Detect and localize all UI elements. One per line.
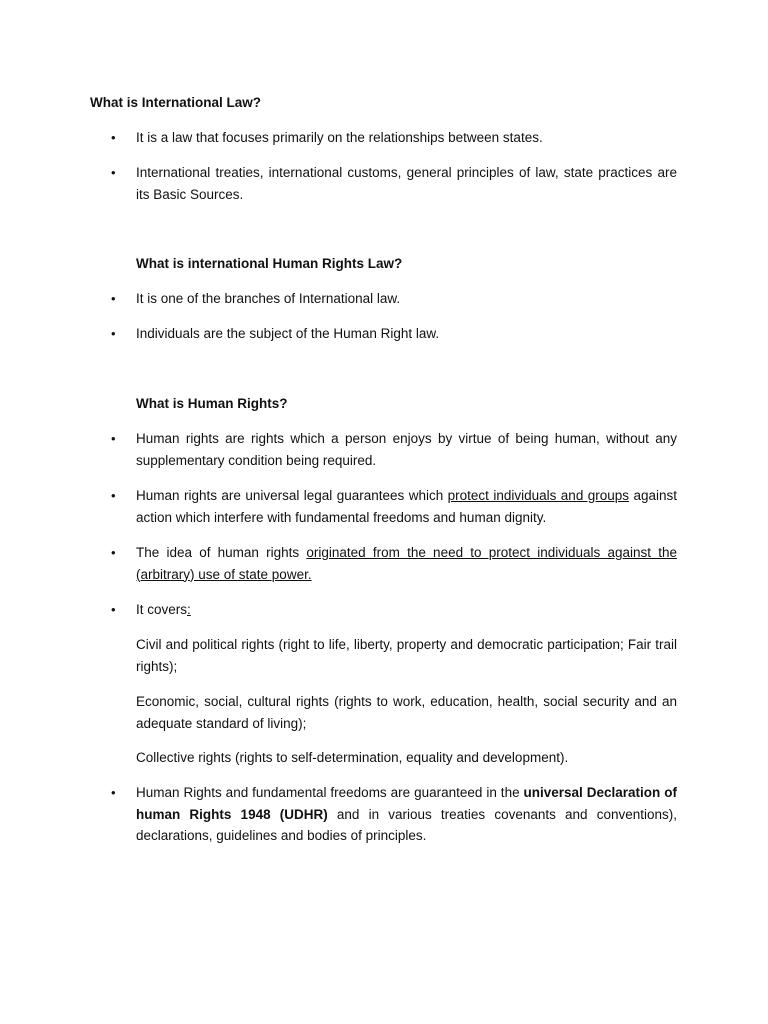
bullet-marker: •: [111, 785, 116, 800]
ihrl-bullet-2: Individuals are the subject of the Human Right law.: [136, 326, 440, 341]
hr-bullet-3-underlined: originated from the need to protect individuals against the (arbitrary) use of state power.: [136, 545, 677, 582]
heading-human-rights-law: What is international Human Rights Law?: [136, 256, 403, 271]
bullet-marker: •: [111, 545, 116, 560]
covers-civil-political: Civil and political rights (right to life, liberty, property and democratic participation; Fair trail rights);: [136, 637, 677, 674]
hr-bullet-2: [136, 485, 677, 528]
intl-law-bullet-1: It is a law that focuses primarily on the relationships between states.: [136, 130, 543, 145]
hr-bullet-3: [136, 542, 677, 585]
bullet-marker: •: [111, 130, 116, 145]
hr-bullet-4-colon: :: [187, 602, 191, 617]
bullet-marker: •: [111, 602, 116, 617]
bullet-marker: •: [111, 326, 116, 341]
covers-collective: Collective rights (rights to self-determination, equality and development).: [136, 750, 569, 765]
hr-bullet-4-text: It covers: [136, 602, 188, 617]
heading-international-law: What is International Law?: [90, 95, 262, 110]
hr-bullet-5-text: Human Rights and fundamental freedoms are guaranteed in the: [136, 785, 524, 800]
ihrl-bullet-1: It is one of the branches of International law.: [136, 291, 401, 306]
hr-bullet-4: [136, 599, 677, 621]
intl-law-bullet-2: International treaties, international customs, general principles of law, state practices are its Basic Sources.: [136, 165, 677, 202]
hr-bullet-5-text-end: and in various treaties covenants and conventions), declarations, guidelines and bodies of principles.: [136, 806, 677, 843]
hr-bullet-5-udhr: universal Declaration of human Rights 1948 (UDHR): [136, 785, 677, 822]
heading-human-rights: What is Human Rights?: [136, 396, 288, 411]
hr-bullet-2-underlined: protect individuals and groups: [447, 488, 630, 503]
covers-economic-social: Economic, social, cultural rights (rights to work, education, health, social security and an adequate standard of living);: [136, 694, 677, 731]
hr-bullet-5: [136, 782, 677, 847]
hr-bullet-1: Human rights are rights which a person enjoys by virtue of being human, without any supplementary condition being required.: [136, 431, 677, 468]
hr-bullet-2-text-end: against action which interfere with fundamental freedoms and human dignity.: [136, 488, 677, 525]
bullet-marker: •: [111, 431, 116, 446]
bullet-marker: •: [111, 291, 116, 306]
bullet-marker: •: [111, 165, 116, 180]
hr-bullet-2-text: Human rights are universal legal guarantees which: [136, 488, 448, 503]
bullet-marker: •: [111, 488, 116, 503]
hr-bullet-3-text: The idea of human rights: [136, 545, 307, 560]
